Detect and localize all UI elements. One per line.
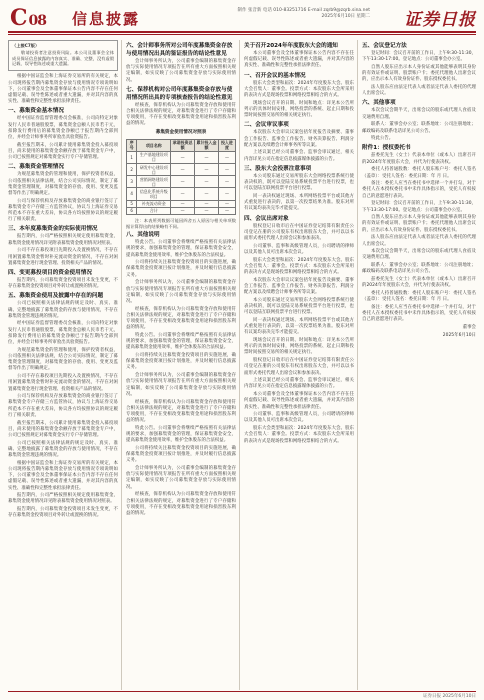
paragraph: 本公司股东通过交易所股东大会网络投票系统行使表决权的，既可以登陆交易系统投票平台进行投票，也可以登陆互联网投票平台进行投票。 (244, 173, 354, 192)
section-heading: 八、其他说明 (126, 232, 160, 239)
page-header (0, 0, 484, 36)
table-cell: — (218, 188, 235, 200)
section-heading: 一、募集资金基本情况 (8, 108, 64, 115)
column-2 (126, 40, 236, 690)
table-cell: — (195, 207, 219, 214)
paragraph: 股东大会类型和届次：2024年年度股东大会。股东大会召集人：董事会。投票方式：本次股东大会所采用的表决方式是现场投票和网络投票相结合的方式。 (244, 426, 354, 444)
paragraph: 特此公告。公司董事会将继续严格按照有关法律法规的要求，加强募集资金的管理，保证募集资金安全，提高募集资金使用效率，维护全体股东的合法权益。 (126, 240, 236, 258)
paragraph: 截至报告期末，公司累计使用募集资金投入募投项目，尚未使用的募集资金余额存放于募集资金专户中，公司已按照规定对募集资金实行专户存储管理。 (8, 142, 118, 161)
section-heading: 四、变更募投项目的资金使用情况 (8, 269, 92, 276)
paragraph: 经中国证券监督管理委员会核准，公司向特定对象发行人民币普通股股票，募集资金总额人民币若干元，扣除发行费用后的募集资金净额已于报告期内全部到位，并经会计师事务所审验出具验资报告。 (8, 116, 118, 140)
paragraph: 委托人持普通股数：委托人股东账户号：委托人签名（盖章）：受托人签名：委托日期：年 月 日。 (362, 291, 476, 303)
column-divider (239, 40, 240, 690)
table-row (127, 176, 236, 188)
table-cell: 1 (127, 151, 137, 163)
column-divider (357, 40, 358, 690)
table-cell: — (218, 207, 235, 214)
table-cell: 5 (127, 200, 137, 207)
section-heading: 七、保荐机构对公司年度募集资金存放与使用情况所出具的专项核查报告的结论性意见 (126, 86, 233, 101)
table-cell: — (171, 164, 195, 176)
table-cell: — (195, 200, 219, 207)
footer-rule (8, 691, 476, 692)
paragraph: 备注：委托人应当在委托书中选择一个并打勾，对于委托人在本授权委托书中未作具体指示的，受托人有权按自己的意愿进行表决。 (362, 181, 476, 199)
table-cell: — (218, 164, 235, 176)
paragraph: 本公司董事会及全体董事保证本公告内容不存在任何虚假记载、误导性陈述或者重大遗漏，并对其内容的真实性、准确性和完整性承担法律责任。 (244, 51, 354, 69)
table-cell: — (218, 200, 235, 207)
section-heading: 二、会议审议事项 (244, 122, 289, 129)
paragraph: 报告期内，公司募集资金投资项目未发生变更，不存在募集资金投资项目对外转让或置换的情况。 (8, 507, 118, 519)
paragraph: 公司已按照相关法律法规的规定及时、真实、准确、完整地披露了募集资金的存放与使用情况，不存在募集资金管理违规的情况。 (8, 440, 118, 459)
table-cell: — (195, 151, 219, 163)
header-meta (170, 8, 370, 20)
paragraph: 登记时间：会议召开前的工作日，上午9:30-11:30，下午13:30-17:00。登记地点：公司董事会办公室。 (362, 201, 476, 213)
paragraph: 经中国证券监督管理委员会核准，公司向特定对象发行人民币普通股股票，募集资金总额人民币若干元，扣除发行费用后的募集资金净额已于报告期内全部到位，并经会计师事务所审验出具验资报告。 (8, 321, 118, 346)
section-heading: 二、募集资金管理情况 (8, 164, 64, 171)
paragraph: 股权登记日收市后在中国证券登记结算有限责任公司登记在册的公司股东有权出席股东大会，并可以以书面形式委托代理人出席会议和参加表决。 (244, 223, 354, 241)
table-row (127, 200, 236, 207)
section-heading: 三、股东大会投票注意事项 (244, 165, 312, 172)
table-cell: — (171, 200, 195, 207)
paragraph: 上述议案已经公司董事会、监事会审议通过，相关内容详见公司在指定信息披露媒体披露的公告。 (244, 378, 354, 390)
table-cell: 合计 (137, 207, 171, 214)
paragraph: 截至报告期末，公司累计使用募集资金投入募投项目，尚未使用的募集资金余额存放于募集资金专户中，公司已按照规定对募集资金实行专户存储管理。 (8, 420, 118, 438)
paragraph: 本公司董事会及全体董事保证本公告内容不存在任何虚假记载、误导性陈述或者重大遗漏，并对其内容的真实性、准确性和完整性承担法律责任。 (244, 392, 354, 410)
paragraph: 本次股东大会审议议案包括年度报告及摘要、董事会工作报告、监事会工作报告、财务决算报告、利润分配方案以及续聘会计师事务所等议案。 (244, 277, 354, 296)
signature-line: 董事会 (462, 325, 476, 331)
paragraph: 法人股东应由法定代表人或者法定代表人委托的代理人出席会议。 (362, 85, 476, 97)
paragraph: 股权登记日收市后在中国证券登记结算有限责任公司登记在册的公司股东有权出席股东大会，并可以以书面形式委托代理人出席会议和参加表决。 (244, 358, 354, 376)
section-heading: 关于召开2024年年度股东大会的通知 (244, 43, 338, 49)
paragraph: 根据中国证监会和上海证券交易所的有关规定，本公司现将报告期内募集资金存放与使用情况专项说明如下，公司董事会及全体董事保证本公告内容不存在任何虚假记载、误导性陈述或者重大遗漏，并对其内容的真实性、准确性和完整性承担法律责任。 (8, 460, 118, 491)
table-cell: — (195, 164, 219, 176)
section-title: 信息披露 (72, 10, 141, 28)
paragraph: 联系人：董事会办公室；联系地址：公司注册地址；邮政编码及联系电话详见公司公告。 (362, 122, 476, 134)
header-contact: 制作 张音新 电话 010-83251716 E-mail zqrb9@zqrb.sina.net (237, 8, 370, 13)
paragraph: 本公司股东通过交易所股东大会网络投票系统行使表决权的，既可以登陆交易系统投票平台进行投票，也可以登陆互联网投票平台进行投票。 (244, 297, 354, 316)
paragraph: 为规范募集资金的管理和使用，保护投资者权益，公司依照相关法律法规，结合公司实际情况，制定了募集资金管理制度，对募集资金的存放、使用、变更及监督等作出了明确规定。 (8, 347, 118, 372)
paragraph: 本次会议会期半天，出席会议的股东或代理人食宿及交通费用自理。 (362, 108, 476, 120)
table-cell: — (171, 151, 195, 163)
paragraph: 经核查，保荐机构认为公司募集资金存放和使用符合相关法律法规的规定，对募集资金进行了专户存储和专项使用，不存在变相改变募集资金用途和损害股东利益的情况。 (126, 399, 236, 424)
paragraph: 公司董事、监事和高级管理人员，公司聘请的律师以及其他人员可出席本次会议。 (244, 412, 354, 424)
paragraph: 登记时间：会议召开前的工作日，上午9:30-11:30，下午13:30-17:00。登记地点：公司董事会办公室。 (362, 51, 476, 63)
paragraph: 委托人持普通股数：委托人股东账户号：委托人签名（盖章）：受托人签名：委托日期：年 月 日。 (362, 167, 476, 179)
table-cell: 生产基地建设项目 (137, 151, 171, 163)
paragraph: 现场会议召开的日期、时间和地点：详见本公告所列示的具体时间安排，网络投票的系统、起止日期和投票时间按照交易所的相关规定执行。 (244, 100, 354, 119)
column-4 (362, 40, 476, 690)
paragraph: 会计师事务所认为，公司董事会编制的募集资金存放与实际使用情况专项报告在所有重大方面按照相关规定编制，如实反映了公司募集资金存放与实际使用情况。 (126, 373, 236, 397)
section-heading: 一、召开会议的基本情况 (244, 72, 306, 79)
paragraph: 公司将持续关注募集资金投资项目的实施进展，确保募集资金投资项目按计划推进，并及时履行信息披露义务。 (126, 445, 236, 464)
paragraph: 公司与保荐机构及存放募集资金的商业银行签订了募集资金专户存储三方监管协议，协议与上海证券交易所范本不存在重大差异，协议各方均按照协议的规定履行了相关职责。 (8, 394, 118, 418)
table-header: 累计投入金额 (196, 140, 217, 151)
paragraph: 同一表决权通过现场、本所网络投票平台或其他方式重复进行表决的，以第一次投票结果为准。股东对所有议案均表决完毕才能提交。 (244, 193, 354, 212)
paragraph: 公司不存在募投项目先期投入及置换情况，不存在用闲置募集资金暂时补充流动资金的情况，不存在对闲置募集资金进行现金管理、投资相关产品的情况。 (8, 374, 118, 392)
table-note: 注：本表所列数据可能因四舍五入原因与相关单项数据计算得出的结果略有不同。 (126, 217, 236, 229)
paragraph: 本次股东大会审议议案包括年度报告及摘要、董事会工作报告、监事会工作报告、财务决算报告、利润分配方案以及续聘会计师事务所等议案。 (244, 130, 354, 148)
table-header: 承诺投资总额 (172, 140, 193, 151)
paragraph: 经核查，保荐机构认为公司募集资金存放和使用符合相关法律法规的规定，对募集资金进行了专户存储和专项使用，不存在变相改变募集资金用途和损害股东利益的情况。 (126, 492, 236, 516)
table-cell: 营销网络建设项目 (137, 176, 171, 188)
section-heading: 四、会议出席对象 (244, 215, 289, 222)
paragraph: 联系人：董事会办公室；联系地址：公司注册地址；邮政编码及联系电话详见公司公告。 (362, 263, 476, 275)
table-cell: — (171, 188, 195, 200)
paragraph: 经核查，保荐机构认为公司募集资金存放和使用符合相关法律法规的规定，对募集资金进行了专户存储和专项使用，不存在变相改变募集资金用途和损害股东利益的情况。 (126, 306, 236, 331)
paragraph: 特此公告。公司董事会将继续严格按照有关法律法规的要求，加强募集资金的管理，保证募集资金安全，提高募集资金使用效率，维护全体股东的合法权益。 (126, 332, 236, 351)
paragraph: 经核查，保荐机构认为公司募集资金存放和使用符合相关法律法规的规定，对募集资金进行了专户存储和专项使用，不存在变相改变募集资金用途和损害股东利益的情况。 (126, 102, 236, 127)
table-cell: — (195, 188, 219, 200)
paragraph: 会计师事务所认为，公司董事会编制的募集资金存放与实际使用情况专项报告在所有重大方面按照相关规定编制，如实反映了公司募集资金存放与实际使用情况。 (126, 59, 236, 83)
column-1 (8, 40, 118, 690)
notice-box (8, 40, 118, 71)
table-row (127, 164, 236, 176)
table-header-row (127, 139, 236, 151)
table-row (127, 188, 236, 200)
paragraph: 兹委托先生（女士）代表本单位（或本人）出席召开的2024年年度股东大会，并代为行使表决权。 (362, 277, 476, 289)
paragraph: 同一表决权通过现场、本所网络投票平台或其他方式重复进行表决的，以第一次投票结果为准。股东对所有议案均表决完毕才能提交。 (244, 317, 354, 336)
paragraph: 备注：委托人应当在委托书中选择一个并打勾，对于委托人在本授权委托书中未作具体指示的，受托人有权按自己的意愿进行表决。 (362, 304, 476, 323)
paragraph: 公司不存在募投项目先期投入及置换情况，不存在用闲置募集资金暂时补充流动资金的情况，不存在对闲置募集资金进行现金管理、投资相关产品的情况。 (8, 248, 118, 266)
paragraph: 报告期内，公司募集资金投资项目未发生变更，不存在募集资金投资项目对外转让或置换的情况。 (8, 277, 118, 290)
table-cell: — (171, 176, 195, 188)
table-cell: — (171, 207, 195, 214)
table-cell: — (195, 176, 219, 188)
header-date: 2025年6月10日 星期二 (321, 14, 370, 19)
paragraph: 会计师事务所认为，公司董事会编制的募集资金存放与实际使用情况专项报告在所有重大方面按照相关规定编制，如实反映了公司募集资金存放与实际使用情况。 (126, 466, 236, 490)
column-divider (121, 40, 122, 690)
funds-usage-table (126, 139, 236, 215)
section-heading: 五、会议登记方法 (362, 43, 407, 49)
paragraph: 报告期内，公司严格按照相关规定使用募集资金，募集资金使用情况详见附表募集资金使用情况对照表。 (8, 493, 118, 505)
paragraph: 股东大会类型和届次：2024年年度股东大会。股东大会召集人：董事会。投票方式：本次股东大会所采用的表决方式是现场投票和网络投票相结合的方式。 (244, 257, 354, 275)
issue-code (10, 6, 46, 33)
paragraph: 兹委托先生（女士）代表本单位（或本人）出席召开的2024年年度股东大会，并代为行使表决权。 (362, 153, 476, 165)
paragraph: 报告期内，公司严格按照相关规定使用募集资金，募集资金使用情况详见附表募集资金使用情况对照表。 (8, 234, 118, 246)
page-number: 08 (28, 13, 46, 29)
header-rule-thin (8, 34, 476, 35)
paragraph: 公司将持续关注募集资金投资项目的实施进展，确保募集资金投资项目按计划推进，并及时履行信息披露义务。 (126, 353, 236, 371)
intro-paragraph: 根据中国证监会和上海证券交易所的有关规定，本公司现将报告期内募集资金存放与使用情况专项说明如下，公司董事会及全体董事保证本公告内容不存在任何虚假记载、误导性陈述或者重大遗漏，并对其内容的真实性、准确性和完整性承担法律责任。 (8, 74, 118, 105)
paragraph: 自然人股东应出示本人身份证或其他能够表明其身份的有效证件或证明、股票账户卡；委托代理他人出席会议的，应出示本人有效身份证件、股东授权委托书。 (362, 215, 476, 233)
table-cell: — (218, 151, 235, 163)
paragraph: 特此公告。公司董事会将继续严格按照有关法律法规的要求，加强募集资金的管理，保证募集资金安全，提高募集资金使用效率，维护全体股东的合法权益。 (126, 425, 236, 444)
table-cell: 6 (127, 207, 137, 214)
section-heading: 附件1：授权委托书 (362, 145, 411, 152)
table-row (127, 207, 236, 214)
paragraph: 为规范募集资金的管理和使用，保护投资者权益，公司依照相关法律法规，结合公司实际情况，制定了募集资金管理制度，对募集资金的存放、使用、变更及监督等作出了明确规定。 (8, 172, 118, 196)
paragraph: 本次会议会期半天，出席会议的股东或代理人食宿及交通费用自理。 (362, 249, 476, 261)
paragraph: 公司与保荐机构及存放募集资金的商业银行签订了募集资金专户存储三方监管协议，协议与上海证券交易所范本不存在重大差异，协议各方均按照协议的规定履行了相关职责。 (8, 198, 118, 223)
section-letter: C (10, 5, 27, 31)
table-cell: 研发中心建设项目 (137, 164, 171, 176)
column-3 (244, 40, 354, 690)
table-header: 项目名称 (137, 139, 171, 151)
paragraph: 公司已按照相关法律法规的规定及时、真实、准确、完整地披露了募集资金的存放与使用情况，不存在募集资金管理违规的情况。 (8, 301, 118, 319)
table-row (127, 151, 236, 163)
section-heading: 三、本年度募集资金的实际使用情况 (8, 226, 98, 233)
paragraph: 股东大会类型和届次：2024年年度股东大会。股东大会召集人：董事会。投票方式：本次股东大会所采用的表决方式是现场投票和网络投票相结合的方式。 (244, 80, 354, 99)
section-heading: 六、会计师事务所对公司年度募集资金存放与使用情况出具的鉴证报告的结论性意见 (126, 43, 233, 57)
paragraph: 上述议案已经公司董事会、监事会审议通过，相关内容详见公司在指定信息披露媒体披露的公告。 (244, 150, 354, 162)
section-heading: 五、募集资金使用及披露中存在的问题 (8, 293, 104, 300)
table-header: 序号 (127, 139, 137, 151)
paragraph: 公司将持续关注募集资金投资项目的实施进展，确保募集资金投资项目按计划推进，并及时履行信息披露义务。 (126, 260, 236, 278)
paragraph: 自然人股东应出示本人身份证或其他能够表明其身份的有效证件或证明、股票账户卡；委托代理他人出席会议的，应出示本人有效身份证件、股东授权委托书。 (362, 64, 476, 83)
paragraph: 法人股东应由法定代表人或者法定代表人委托的代理人出席会议。 (362, 235, 476, 247)
paragraph: 特此公告。 (371, 136, 394, 142)
table-cell: 3 (127, 176, 137, 188)
table-cell: 补充流动资金 (137, 200, 171, 207)
table-cell: 信息化系统升级项目 (137, 188, 171, 200)
paragraph: 会计师事务所认为，公司董事会编制的募集资金存放与实际使用情况专项报告在所有重大方面按照相关规定编制，如实反映了公司募集资金存放与实际使用情况。 (126, 280, 236, 304)
masthead-logo: 证券日报 (404, 10, 476, 30)
signature-date: 2025年6月10日 (442, 332, 476, 338)
table-header: 投入进度 (218, 139, 235, 151)
table-cell: 4 (127, 188, 137, 200)
table-cell: 2 (127, 164, 137, 176)
notice-text: 敬请投资者注意投资风险。本公司及董事会全体成员保证信息披露的内容真实、准确、完整，没有虚假记载、误导性陈述或重大遗漏。 (12, 50, 114, 67)
footer-text: 证券日报 2025年6月10日 (423, 694, 476, 699)
section-heading: 六、其他事项 (362, 100, 396, 107)
header-rule (8, 31, 476, 33)
notice-heading: （上接C7版） (12, 43, 40, 48)
table-caption: 募集资金使用情况对照表 (155, 129, 207, 135)
paragraph: 现场会议召开的日期、时间和地点：详见本公告所列示的具体时间安排，网络投票的系统、起止日期和投票时间按照交易所的相关规定执行。 (244, 338, 354, 356)
paragraph: 公司董事、监事和高级管理人员，公司聘请的律师以及其他人员可出席本次会议。 (244, 243, 354, 255)
table-cell: — (218, 176, 235, 188)
